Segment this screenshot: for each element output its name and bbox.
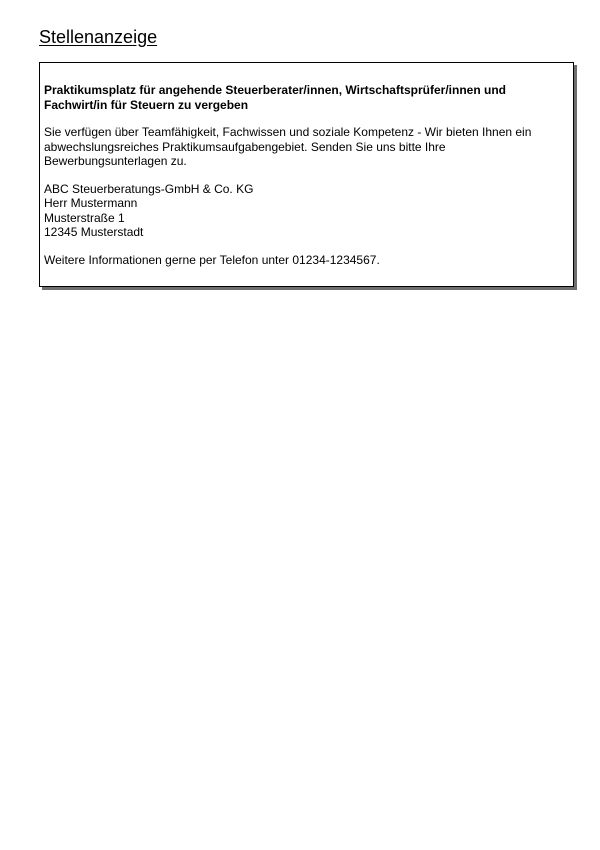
job-ad-description-line: Sie verfügen über Teamfähigkeit, Fachwissen und soziale Kompetenz - Wir bieten Ihnen ein: [44, 125, 532, 139]
contact-info-text: Weitere Informationen gerne per Telefon unter 01234-1234567.: [44, 252, 380, 267]
job-ad-description-line: abwechslungsreiches Praktikumsaufgabengebiet. Senden Sie uns bitte Ihre: [44, 139, 446, 154]
contact-company: ABC Steuerberatungs-GmbH & Co. KG: [44, 181, 254, 196]
job-ad-description-line: Bewerbungsunterlagen zu.: [44, 154, 187, 168]
job-ad-headline: [44, 83, 567, 112]
contact-person: Herr Mustermann: [44, 196, 138, 210]
job-ad-headline-line: Praktikumsplatz für angehende Steuerberater/innen, Wirtschaftsprüfer/innen und: [44, 83, 506, 97]
job-ad-box: [39, 62, 574, 287]
job-ad-headline-line: Fachwirt/in für Steuern zu vergeben: [44, 97, 249, 112]
job-ad-description: [44, 125, 567, 169]
contact-street: Musterstraße 1: [44, 210, 125, 225]
contact-city: 12345 Musterstadt: [44, 225, 144, 239]
contact-address: [44, 182, 567, 240]
page-title: Stellenanzeige: [39, 27, 158, 47]
